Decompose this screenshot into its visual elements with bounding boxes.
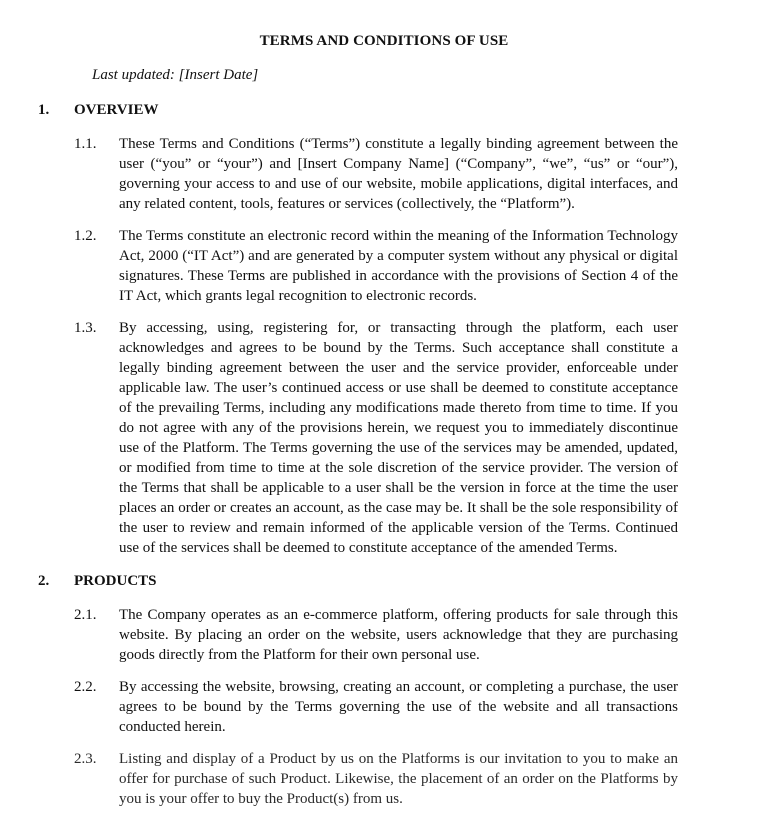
clause-text: Listing and display of a Product by us on the Platforms is our invitation to you to make an offer for purchase of such Product. Likewise, the placement of an order on the Platforms by you is your offer to buy the Product(s) from us. [119,751,678,807]
clause-text: The Company operates as an e-commerce platform, offering products for sale through this website. By placing an order on the website, users acknowledge that they are purchasing goods directly from the Platform for their own personal use. [119,607,678,663]
clause-number: 1.1. [74,136,97,152]
clause-number: 1.3. [74,320,97,336]
document-title: TERMS AND CONDITIONS OF USE [259,33,509,49]
clause-number: 2.3. [74,751,97,767]
last-updated-date: Last updated: [Insert Date] [92,67,259,83]
section-heading-overview [0,100,768,120]
clause-text: By accessing, using, registering for, or transacting through the platform, each user acknowledges and agrees to be bound by the Terms. Such acceptance shall constitute a legally binding agreement between the user and the service provider, enforceable under applicable law. The user’s continued access or use shall be deemed to constitute acceptance of the prevailing Terms, including any modifications made thereto from time to time. If you do not agree with any of the provisions herein, we request you to immediately discontinue use of the Platform. The Terms governing the use of the services may be amended, updated, or modified from time to time at the sole discretion of the service provider. The version of the Terms that shall be applicable to a user shall be the version in force at the time the user places an order or creates an account, as the case may be. It shall be the sole responsibility of the user to review and remain informed of the applicable version of the Terms. Continued use of the services shall be deemed to constitute acceptance of the amended Terms. [119,320,678,556]
clause-number: 2.2. [74,679,97,695]
clause-number: 1.2. [74,228,97,244]
clause-number: 2.1. [74,607,97,623]
section-title: PRODUCTS [74,573,157,589]
section-number: 2. [38,573,50,589]
section-heading-products [0,571,768,591]
section-number: 1. [38,102,50,118]
clause-text: The Terms constitute an electronic record within the meaning of the Information Technology Act, 2000 (“IT Act”) and are generated by a computer system without any physical or digital signatures. These Terms are published in accordance with the provisions of Section 4 of the IT Act, which grants legal recognition to electronic records. [119,228,678,304]
section-title: OVERVIEW [74,102,159,118]
clause-text: These Terms and Conditions (“Terms”) constitute a legally binding agreement between the user (“you” or “your”) and [Insert Company Name] (“Company”, “we”, “us” or “our”), governing your access to and use of our website, mobile applications, digital interfaces, and any related content, tools, features or services (collectively, the “Platform”). [119,136,678,212]
clause-text: By accessing the website, browsing, creating an account, or completing a purchase, the user agrees to be bound by the Terms governing the use of the website and all transactions conducted herein. [119,679,678,735]
